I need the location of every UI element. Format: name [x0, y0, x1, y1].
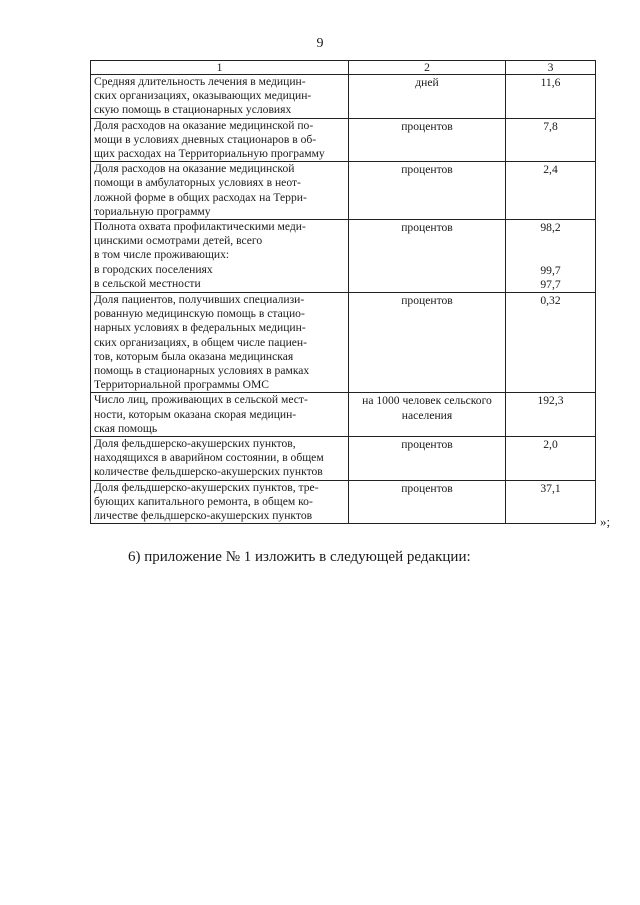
indicator-name-line: личестве фельдшерско-акушерских пунктов — [94, 509, 313, 523]
indicator-name-line: Доля фельдшерско-акушерских пунктов, тре- — [94, 480, 319, 494]
table-row — [91, 393, 596, 437]
indicator-name-line: рованную медицинскую помощь в стацио- — [94, 307, 305, 321]
indicator-name-line: Доля фельдшерско-акушерских пунктов, — [94, 437, 296, 451]
value-cell — [506, 293, 596, 393]
indicator-name-cell — [91, 118, 349, 162]
indicator-name-line: нарных условиях в федеральных медицин- — [94, 321, 306, 335]
value-cell — [506, 220, 596, 293]
indicator-name-line: Доля расходов на оказание медицинской по- — [94, 118, 314, 132]
indicator-name-line: в том числе проживающих: — [94, 248, 230, 262]
column-header: 2 — [349, 61, 506, 75]
unit-cell: процентов — [349, 220, 506, 293]
indicator-name-cell — [91, 393, 349, 437]
indicator-name-line: количестве фельдшерско-акушерских пунктов — [94, 465, 323, 479]
table-row — [91, 75, 596, 119]
unit-cell: процентов — [349, 293, 506, 393]
indicator-name-line: ложной форме в общих расходах на Терри- — [94, 190, 307, 204]
value-cell — [506, 437, 596, 481]
value-cell — [506, 480, 596, 524]
value-line: 0,32 — [540, 294, 561, 308]
indicator-name-line: Доля расходов на оказание медицинской — [94, 162, 295, 176]
indicator-name-line: скую помощь в стационарных условиях — [94, 103, 292, 117]
indicator-name-line: ности, которым оказана скорая медицин- — [94, 407, 297, 421]
amendment-text: 6) приложение № 1 изложить в следующей редакции: — [128, 549, 471, 565]
table-header-row — [91, 61, 596, 75]
indicator-name-cell — [91, 75, 349, 119]
indicator-name-line: цинскими осмотрами детей, всего — [94, 234, 263, 248]
table-row — [91, 293, 596, 393]
closing-quote: »; — [600, 514, 611, 529]
indicator-name-cell — [91, 162, 349, 220]
unit-cell: на 1000 человек сельского населения — [349, 393, 506, 437]
value-cell — [506, 75, 596, 119]
indicator-name-line: в городских поселениях — [94, 262, 213, 276]
table-row — [91, 220, 596, 293]
value-line — [509, 249, 592, 263]
unit-cell: процентов — [349, 162, 506, 220]
indicator-name-line: мощи в условиях дневных стационаров в об- — [94, 132, 317, 146]
indicator-name-cell — [91, 220, 349, 293]
value-line: 2,0 — [543, 438, 558, 452]
value-line: 99,7 — [540, 263, 561, 277]
unit-cell: процентов — [349, 437, 506, 481]
value-line: 192,3 — [537, 394, 564, 408]
indicator-name-line: в сельской местности — [94, 276, 201, 290]
value-cell — [506, 393, 596, 437]
table-row — [91, 437, 596, 481]
indicator-name-line: ских организациях, в общем числе пациен- — [94, 335, 308, 349]
unit-cell: дней — [349, 75, 506, 119]
value-line: 11,6 — [540, 76, 561, 89]
indicator-name-line: помощь в стационарных условиях в рамках — [94, 364, 310, 378]
indicator-name-line: помощи в амбулаторных условиях в неот- — [94, 176, 301, 190]
value-cell — [506, 162, 596, 220]
indicator-name-line: ская помощь — [94, 421, 158, 435]
indicator-name-cell — [91, 480, 349, 524]
indicator-name-cell — [91, 293, 349, 393]
indicator-name-line: Число лиц, проживающих в сельской мест- — [94, 393, 308, 407]
table-row — [91, 162, 596, 220]
indicator-name-line: щих расходах на Территориальную программу — [94, 147, 325, 161]
indicator-name-line: тов, которым была оказана медицинская — [94, 349, 294, 363]
indicators-table — [90, 60, 596, 524]
column-header: 3 — [506, 61, 596, 75]
indicator-name-line: бующих капитального ремонта, в общем ко- — [94, 494, 313, 508]
table-row — [91, 118, 596, 162]
value-line: 97,7 — [540, 277, 561, 291]
indicator-name-line: Территориальной программы ОМС — [94, 378, 269, 392]
indicator-name-line: ториальную программу — [94, 204, 211, 218]
page-number: 9 — [316, 36, 324, 51]
column-header: 1 — [91, 61, 349, 75]
value-line: 2,4 — [543, 163, 558, 177]
value-line: 98,2 — [540, 221, 561, 235]
table-row — [91, 480, 596, 524]
unit-cell: процентов — [349, 480, 506, 524]
unit-cell: процентов — [349, 118, 506, 162]
indicator-name-cell — [91, 437, 349, 481]
indicator-name-line: Полнота охвата профилактическими меди- — [94, 220, 306, 234]
indicator-name-line: Доля пациентов, получивших специализи- — [94, 293, 305, 307]
value-cell — [506, 118, 596, 162]
indicator-name-line: Средняя длительность лечения в медицин- — [94, 75, 306, 88]
indicator-name-line: находящихся в аварийном состоянии, в общем — [94, 451, 324, 465]
indicator-name-line: ских организациях, оказывающих медицин- — [94, 89, 312, 103]
value-line: 37,1 — [540, 481, 561, 495]
value-line: 7,8 — [543, 119, 558, 133]
value-line — [509, 235, 592, 249]
